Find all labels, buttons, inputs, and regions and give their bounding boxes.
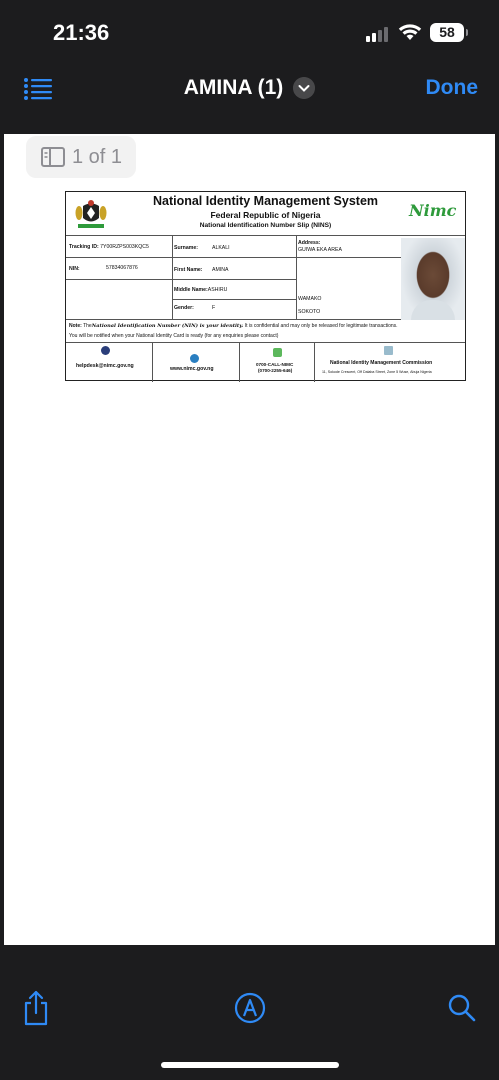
note-text: Note: TheNational Identification Number (NIN) is your identity. It is confidential and may only be released for legitimate transactions.: [69, 323, 398, 329]
sidebar-icon: [41, 147, 65, 167]
cellular-signal-icon: [366, 26, 390, 42]
footer-address: 11, Sokode Crescent, Off Dalaba Street, Zone 5 Wuse, Abuja Nigeria: [322, 370, 432, 374]
nin-label: NIN:: [69, 266, 80, 272]
footer-web: www.nimc.gov.ng: [170, 366, 214, 372]
nimc-logo: Nimc: [409, 201, 457, 220]
building-icon: [384, 346, 393, 355]
footer-phone2: (0700-2255-646): [258, 368, 293, 373]
chevron-down-icon[interactable]: [293, 77, 315, 99]
slip-subtitle: Federal Republic of Nigeria: [210, 210, 321, 220]
email-icon: [101, 346, 110, 355]
tracking-id-field: Tracking ID: 7Y00RZPS003KQC5: [69, 244, 149, 250]
gender-value: F: [212, 305, 216, 311]
document-title[interactable]: [0, 76, 499, 100]
search-icon[interactable]: [448, 994, 476, 1022]
globe-icon: [190, 354, 199, 363]
notify-text: You will be notified when your National Identity Card is ready (for any enquiries please contact): [69, 333, 279, 339]
home-indicator[interactable]: [161, 1062, 339, 1068]
markup-icon[interactable]: [234, 992, 266, 1024]
address-line1: GUIWA EKA AREA: [298, 247, 342, 253]
footer-phone1: 0700-CALL-NIMC: [256, 362, 294, 367]
passport-photo: [401, 238, 465, 320]
surname-value: ALKALI: [212, 245, 230, 251]
nin-slip: [65, 191, 466, 381]
phone-icon: [273, 348, 282, 357]
address-line2: WAMAKO: [298, 296, 322, 302]
slip-name: National Identification Number Slip (NINS): [199, 222, 332, 229]
address-line3: SOKOTO: [298, 309, 321, 315]
wifi-icon: [398, 23, 422, 41]
first-name-label: First Name:: [174, 267, 203, 273]
footer-org: National Identity Management Commission: [330, 360, 433, 366]
document-title-label: AMINA (1): [183, 76, 284, 99]
slip-title: National Identity Management System: [152, 194, 379, 208]
first-name-value: AMINA: [212, 267, 229, 273]
footer-email: helpdesk@nimc.gov.ng: [76, 363, 134, 369]
done-button[interactable]: Done: [425, 76, 478, 99]
address-label: Address:: [298, 240, 321, 246]
slip-header: [66, 192, 465, 236]
middle-name-field: Middle Name:ASHIRU: [174, 287, 228, 293]
document-page[interactable]: [4, 134, 495, 945]
page-indicator-label: 1 of 1: [72, 145, 123, 168]
page-indicator[interactable]: [26, 136, 136, 178]
battery-indicator: 58: [430, 23, 464, 42]
status-time: 21:36: [53, 20, 110, 45]
surname-label: Surname:: [174, 245, 198, 251]
nin-value: 57834067876: [106, 265, 138, 271]
gender-label: Gender:: [174, 305, 194, 311]
share-icon[interactable]: [22, 990, 50, 1026]
